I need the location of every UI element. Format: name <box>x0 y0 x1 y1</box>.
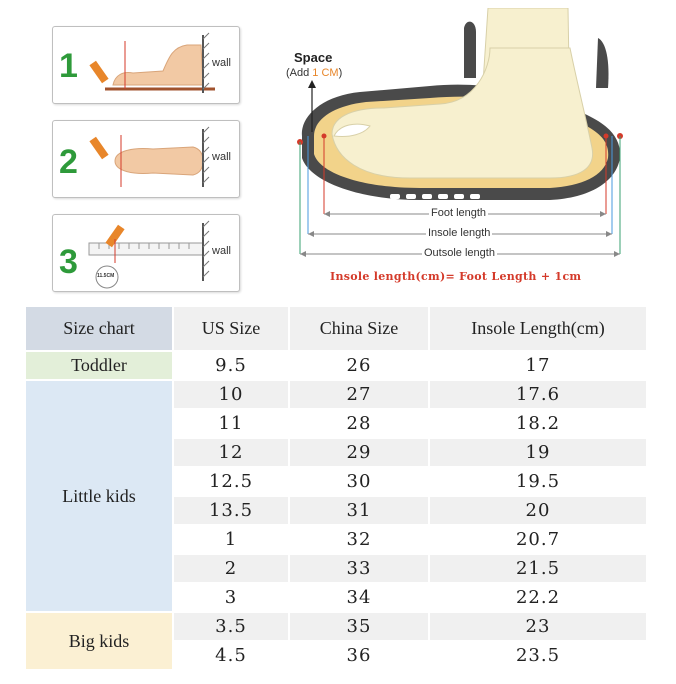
insole-formula: Insole length(cm)= Foot Length + 1cm <box>330 270 582 283</box>
table-row <box>26 381 646 408</box>
china-size-cell: 27 <box>290 381 428 408</box>
us-size-cell: 2 <box>174 555 288 582</box>
space-sub-highlight: 1 CM <box>312 67 339 79</box>
step-panel-3 <box>52 214 240 292</box>
step-number: 1 <box>59 47 78 85</box>
step-number: 2 <box>59 143 78 181</box>
insole-length-cell: 21.5 <box>430 555 646 582</box>
insole-length-cell: 19.5 <box>430 468 646 495</box>
china-size-cell: 35 <box>290 613 428 640</box>
us-size-cell: 3.5 <box>174 613 288 640</box>
china-size-cell: 33 <box>290 555 428 582</box>
us-size-cell: 13.5 <box>174 497 288 524</box>
step-panel-1 <box>52 26 240 104</box>
us-size-cell: 4.5 <box>174 642 288 669</box>
insole-length-cell: 22.2 <box>430 584 646 611</box>
header-size-chart: Size chart <box>26 307 172 350</box>
table-row <box>26 352 646 379</box>
insole-length-cell: 20.7 <box>430 526 646 553</box>
insole-length-label: Insole length <box>428 227 491 239</box>
group-toddler: Toddler <box>26 352 172 379</box>
header-china-size: China Size <box>290 307 428 350</box>
wall-label: wall <box>212 57 231 69</box>
us-size-cell: 10 <box>174 381 288 408</box>
space-subtitle <box>286 67 342 79</box>
step-number: 3 <box>59 243 78 281</box>
foot-length-label: Foot length <box>431 207 487 219</box>
us-size-cell: 1 <box>174 526 288 553</box>
insole-length-cell: 19 <box>430 439 646 466</box>
space-title: Space <box>294 50 333 65</box>
us-size-cell: 12 <box>174 439 288 466</box>
china-size-cell: 29 <box>290 439 428 466</box>
china-size-cell: 36 <box>290 642 428 669</box>
insole-length-cell: 23 <box>430 613 646 640</box>
us-size-cell: 11 <box>174 410 288 437</box>
china-size-cell: 34 <box>290 584 428 611</box>
space-sub-prefix: (Add <box>286 67 313 79</box>
outsole-length-label: Outsole length <box>424 247 495 259</box>
header-us-size: US Size <box>174 307 288 350</box>
us-size-cell: 12.5 <box>174 468 288 495</box>
wall-label: wall <box>212 245 231 257</box>
insole-length-cell: 18.2 <box>430 410 646 437</box>
wall-label: wall <box>212 151 231 163</box>
group-big-kids: Big kids <box>26 613 172 669</box>
step-panel-2 <box>52 120 240 198</box>
insole-length-cell: 20 <box>430 497 646 524</box>
shoe-diagram <box>280 8 640 298</box>
measure-label: 11.5CM <box>97 273 115 279</box>
china-size-cell: 26 <box>290 352 428 379</box>
size-chart-table <box>24 305 648 671</box>
table-row <box>26 613 646 640</box>
header-insole-length: Insole Length(cm) <box>430 307 646 350</box>
insole-length-cell: 23.5 <box>430 642 646 669</box>
space-sub-suffix: ) <box>338 67 343 79</box>
china-size-cell: 30 <box>290 468 428 495</box>
group-little-kids: Little kids <box>26 381 172 611</box>
insole-length-cell: 17 <box>430 352 646 379</box>
table-header-row <box>26 307 646 350</box>
insole-length-cell: 17.6 <box>430 381 646 408</box>
us-size-cell: 9.5 <box>174 352 288 379</box>
china-size-cell: 28 <box>290 410 428 437</box>
china-size-cell: 32 <box>290 526 428 553</box>
us-size-cell: 3 <box>174 584 288 611</box>
china-size-cell: 31 <box>290 497 428 524</box>
